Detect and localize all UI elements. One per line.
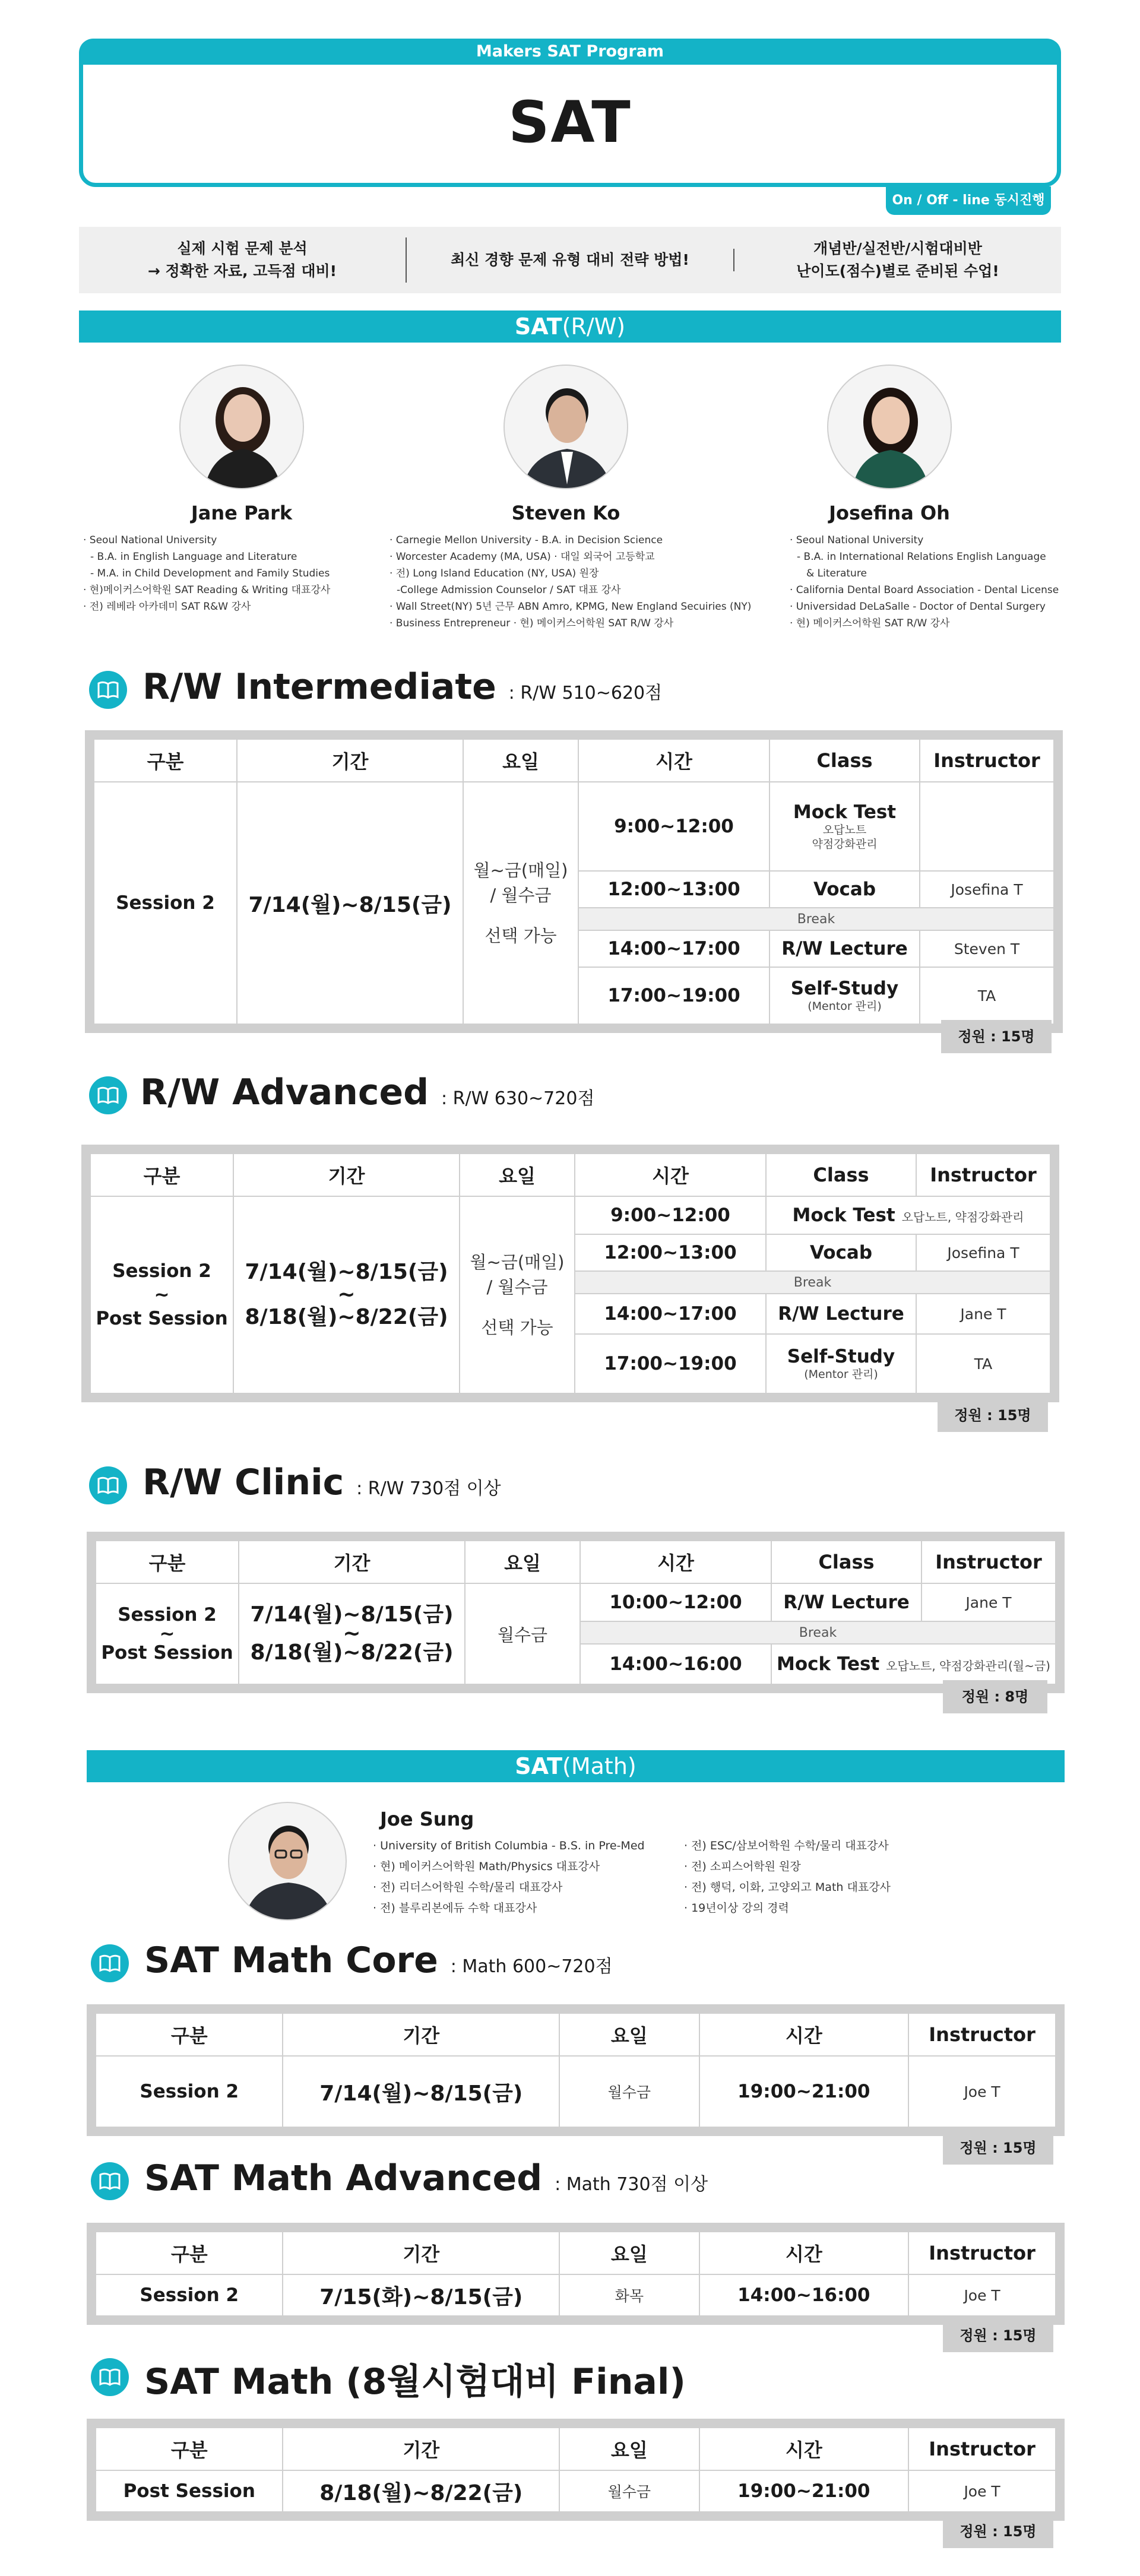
capacity-badge: 정원 : 8명 — [943, 1680, 1047, 1713]
instructor-name: Steven Ko — [511, 502, 620, 524]
period-cell: 7/14(월)~8/15(금) ~ 8/18(월)~8/22(금) — [239, 1583, 465, 1684]
math-core-table — [87, 2004, 1065, 2136]
col-header: 기간 — [283, 2232, 559, 2274]
program-label: Makers SAT Program — [79, 39, 1061, 65]
col-header: 기간 — [283, 2428, 559, 2470]
avatar-steven-ko — [504, 365, 628, 489]
instructor-cell — [920, 782, 1054, 871]
session-cell: Post Session — [96, 2470, 283, 2512]
col-header: Instructor — [916, 1154, 1050, 1196]
time-cell: 12:00~13:00 — [575, 1234, 766, 1271]
mode-badge: On / Off - line 동시진행 — [886, 186, 1051, 215]
class-cell: R/W Lecture — [771, 1583, 922, 1621]
period-cell: 7/14(월)~8/15(금) — [283, 2056, 559, 2127]
feature-item: 개념반/실전반/시험대비반 난이도(점수)별로 준비된 수업! — [796, 240, 999, 280]
col-header: 구분 — [96, 1541, 239, 1583]
session-cell: Session 2 ~ Post Session — [90, 1196, 233, 1393]
time-cell: 14:00~16:00 — [699, 2274, 909, 2316]
break-row: Break — [580, 1621, 1056, 1644]
math-advanced-table — [87, 2223, 1065, 2325]
time-cell: 17:00~19:00 — [575, 1334, 766, 1393]
time-cell: 9:00~12:00 — [575, 1196, 766, 1234]
session-cell: Session 2 — [96, 2056, 283, 2127]
capacity-badge: 정원 : 15명 — [943, 2131, 1053, 2165]
rw-advanced-table — [81, 1145, 1059, 1402]
instructor-bio: · Seoul National University - B.A. in International Relations English Language & Literature · California Dental Board Association - Dental License · Universidad DeLaSalle - Doctor of Dental Surgery · 현) 메이커스어학원 SAT R/W 강사 — [790, 534, 1059, 629]
col-header: Class — [770, 739, 920, 782]
time-cell: 10:00~12:00 — [580, 1583, 771, 1621]
book-icon — [91, 1944, 129, 1982]
instructor-cell: Steven T — [920, 930, 1054, 967]
days-cell: 월~금(매일) / 월수금 선택 가능 — [463, 782, 578, 1024]
col-header: 기간 — [283, 2013, 559, 2056]
period-cell: 7/15(화)~8/15(금) — [283, 2274, 559, 2316]
section-title: SAT Math (8월시험대비 Final) — [144, 2361, 686, 2403]
time-cell: 14:00~16:00 — [580, 1644, 771, 1684]
col-header: 요일 — [465, 1541, 580, 1583]
book-icon — [91, 2358, 129, 2396]
class-cell: Self-Study (Mentor 관리) — [766, 1334, 916, 1393]
days-cell: 월수금 — [465, 1583, 580, 1684]
instructor-name: Josefina Oh — [829, 502, 950, 524]
class-cell: Mock Test 오답노트, 약점강화관리(월~금) — [771, 1644, 1056, 1684]
col-header: 구분 — [90, 1154, 233, 1196]
col-header: 요일 — [559, 2232, 699, 2274]
feature-item: 최신 경향 문제 유형 대비 전략 방법! — [407, 249, 734, 271]
instructor-cell: TA — [920, 967, 1054, 1024]
instructor-cell: Jane T — [922, 1583, 1056, 1621]
days-cell: 월수금 — [559, 2470, 699, 2512]
break-row: Break — [578, 908, 1054, 930]
col-header: 기간 — [237, 739, 463, 782]
page-title: SAT — [508, 89, 632, 156]
instructor-cell: Jane T — [916, 1294, 1050, 1334]
book-icon — [89, 1466, 127, 1504]
instructor-bio: · 전) ESC/삼보어학원 수학/물리 대표강사 · 전) 소피스어학원 원장 · 전) 행덕, 이화, 고양외고 Math 대표강사 · 19년이상 강의 경력 — [684, 1839, 891, 1915]
time-cell: 9:00~12:00 — [578, 782, 770, 871]
rw-intermediate-table — [85, 730, 1063, 1033]
capacity-badge: 정원 : 15명 — [943, 2319, 1053, 2352]
period-cell: 7/14(월)~8/15(금) — [237, 782, 463, 1024]
instructor-bio: · Seoul National University - B.A. in English Language and Literature - M.A. in Child Development and Family Studies · 현)메이커스어학원 SAT Reading & Writing 대표강사 · 전) 레베라 아카데미 SAT R&W 강사 — [83, 534, 331, 613]
time-cell: 17:00~19:00 — [578, 967, 770, 1024]
instructor-bio: · University of British Columbia - B.S. in Pre-Med · 현) 메이커스어학원 Math/Physics 대표강사 · 전) 리더스어학원 수학/물리 대표강사 · 전) 블루리본에듀 수학 대표강사 — [373, 1839, 645, 1915]
instructor-cell: Josefina T — [916, 1234, 1050, 1271]
class-cell: R/W Lecture — [770, 930, 920, 967]
instructor-cell: Joe T — [908, 2274, 1056, 2316]
col-header: 구분 — [96, 2232, 283, 2274]
time-cell: 19:00~21:00 — [699, 2056, 909, 2127]
col-header: 구분 — [96, 2013, 283, 2056]
book-icon — [89, 1076, 127, 1114]
avatar-jane-park — [179, 365, 304, 489]
capacity-badge: 정원 : 15명 — [943, 2515, 1053, 2548]
section-title: R/W Intermediate : R/W 510~620점 — [142, 666, 663, 708]
period-cell: 8/18(월)~8/22(금) — [283, 2470, 559, 2512]
instructor-bio: · Carnegie Mellon University - B.A. in Decision Science · Worcester Academy (MA, USA) · 대일 외국어 고등학교 · 전) Long Island Education (NY, USA) 원장 -College Admission Counselor / SAT 대표 강사 · Wall Street(NY) 5년 근무 ABN Amro, KPMG, New England Secuiries (NY) · Business Entrepreneur · 현) 메이커스어학원 SAT R/W 강사 — [390, 534, 752, 629]
session-cell: Session 2 — [96, 2274, 283, 2316]
time-cell: 14:00~17:00 — [578, 930, 770, 967]
class-cell: Vocab — [770, 871, 920, 908]
col-header: 시간 — [575, 1154, 766, 1196]
days-cell: 월~금(매일) / 월수금 선택 가능 — [460, 1196, 575, 1393]
instructor-cell: Josefina T — [920, 871, 1054, 908]
time-cell: 14:00~17:00 — [575, 1294, 766, 1334]
col-header: 기간 — [239, 1541, 465, 1583]
instructor-cell: Joe T — [908, 2470, 1056, 2512]
col-header: Class — [771, 1541, 922, 1583]
col-header: 요일 — [460, 1154, 575, 1196]
col-header: 시간 — [699, 2232, 909, 2274]
rw-clinic-table — [87, 1532, 1065, 1693]
time-cell: 19:00~21:00 — [699, 2470, 909, 2512]
class-cell: R/W Lecture — [766, 1294, 916, 1334]
col-header: Class — [766, 1154, 916, 1196]
col-header: 구분 — [96, 2428, 283, 2470]
class-cell: Mock Test 오답노트 약점강화관리 — [770, 782, 920, 871]
days-cell: 월수금 — [559, 2056, 699, 2127]
col-header: 시간 — [580, 1541, 771, 1583]
section-title: SAT Math Advanced : Math 730점 이상 — [144, 2157, 708, 2199]
book-icon — [91, 2162, 129, 2200]
class-cell: Vocab — [766, 1234, 916, 1271]
col-header: 요일 — [559, 2428, 699, 2470]
instructor-cell: Joe T — [908, 2056, 1056, 2127]
col-header: 시간 — [578, 739, 770, 782]
days-cell: 화목 — [559, 2274, 699, 2316]
period-cell: 7/14(월)~8/15(금) ~ 8/18(월)~8/22(금) — [233, 1196, 460, 1393]
instructor-cell: TA — [916, 1334, 1050, 1393]
capacity-badge: 정원 : 15명 — [941, 1020, 1052, 1053]
class-cell: Mock Test 오답노트, 약점강화관리 — [766, 1196, 1050, 1234]
col-header: Instructor — [908, 2013, 1056, 2056]
section-title: R/W Clinic : R/W 730점 이상 — [142, 1462, 501, 1503]
col-header: Instructor — [908, 2428, 1056, 2470]
rw-section-bar: SAT(R/W) — [79, 310, 1061, 343]
col-header: 시간 — [699, 2428, 909, 2470]
capacity-badge: 정원 : 15명 — [938, 1399, 1048, 1432]
col-header: 기간 — [233, 1154, 460, 1196]
col-header: Instructor — [908, 2232, 1056, 2274]
section-title: SAT Math Core : Math 600~720점 — [144, 1940, 613, 1981]
break-row: Break — [575, 1271, 1050, 1294]
time-cell: 12:00~13:00 — [578, 871, 770, 908]
instructor-name: Joe Sung — [380, 1808, 474, 1830]
math-final-table — [87, 2419, 1065, 2521]
book-icon — [89, 671, 127, 709]
col-header: Instructor — [920, 739, 1054, 782]
session-cell: Session 2 — [94, 782, 237, 1024]
math-section-bar: SAT(Math) — [87, 1750, 1065, 1782]
col-header: Instructor — [922, 1541, 1056, 1583]
col-header: 요일 — [559, 2013, 699, 2056]
col-header: 요일 — [463, 739, 578, 782]
instructor-name: Jane Park — [191, 502, 293, 524]
col-header: 구분 — [94, 739, 237, 782]
avatar-josefina-oh — [827, 365, 952, 489]
avatar-joe-sung — [228, 1802, 347, 1921]
class-cell: Self-Study (Mentor 관리) — [770, 967, 920, 1024]
feature-item: 실제 시험 문제 분석 → 정확한 자료, 고득점 대비! — [79, 237, 407, 283]
col-header: 시간 — [699, 2013, 909, 2056]
session-cell: Session 2 ~ Post Session — [96, 1583, 239, 1684]
section-title: R/W Advanced : R/W 630~720점 — [140, 1072, 595, 1113]
feature-strip — [79, 227, 1061, 293]
